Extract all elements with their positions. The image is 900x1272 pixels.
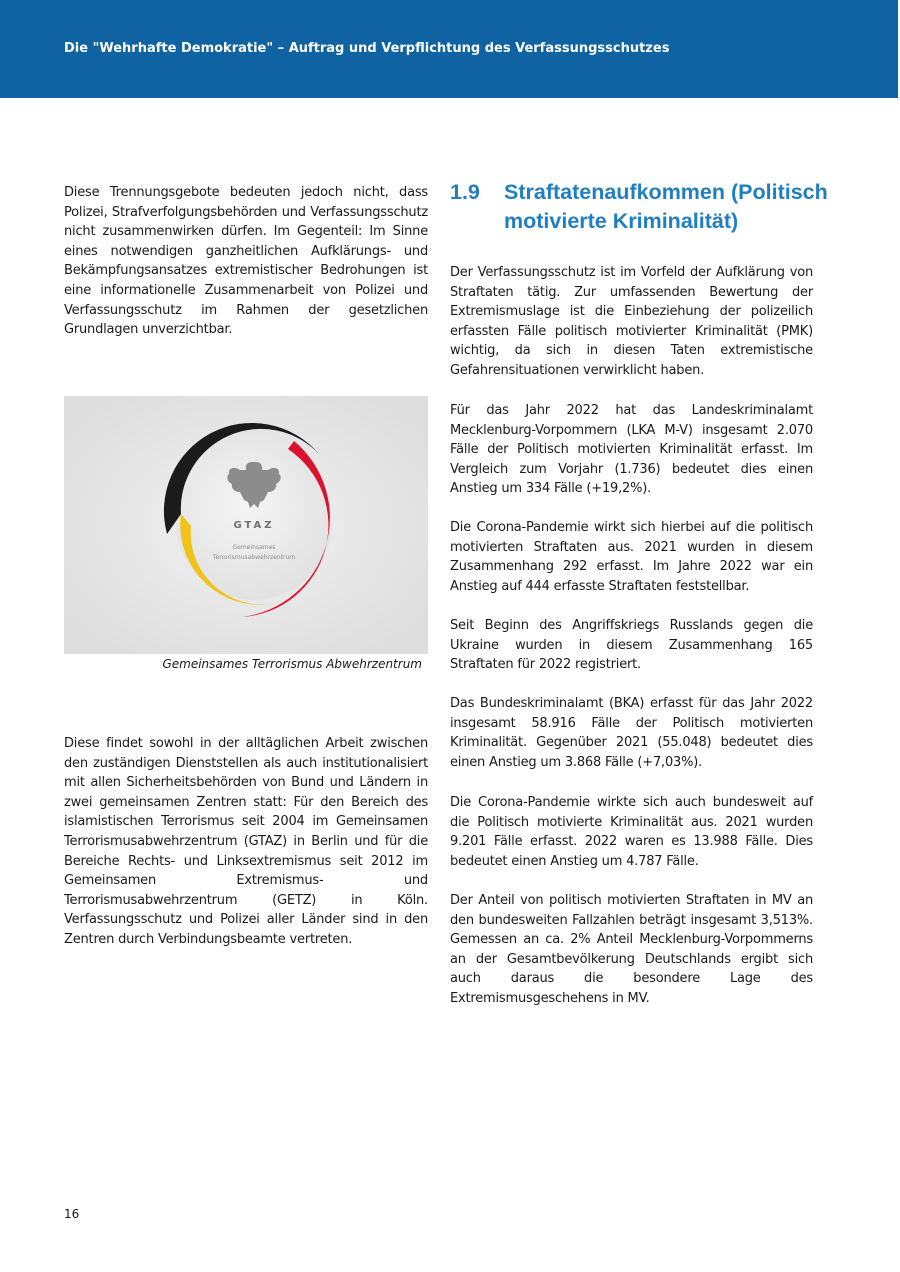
right-paragraph-6: Die Corona-Pandemie wirkte sich auch bundesweit auf die Politisch motivierte Kriminalität aus. 2021 wurden 9.201 Fälle erfasst. 2022 waren es 13.988 Fälle. Dies bedeutet einen Anstieg um 4.787 Fälle. bbox=[450, 795, 813, 869]
logo-abbrev: GTAZ bbox=[233, 520, 275, 531]
right-paragraph-4: Seit Beginn des Angriffskriegs Russlands gegen die Ukraine wurden in diesem Zusammenhang 165 Straftaten für 2022 registriert. bbox=[450, 618, 813, 673]
section-number: 1.9 bbox=[450, 180, 480, 204]
gtaz-logo-figure bbox=[64, 396, 428, 654]
section-title: Straftatenaufkommen (Politisch motivierte Kriminalität) bbox=[504, 180, 828, 233]
header-title: Die "Wehrhafte Demokratie" – Auftrag und Verpflichtung des Verfassungsschutzes bbox=[64, 41, 670, 56]
header-band bbox=[0, 0, 898, 98]
right-paragraph-5: Das Bundeskriminalamt (BKA) erfasst für das Jahr 2022 insgesamt 58.916 Fälle der Politisch motivierten Kriminalität. Gegenüber 2021 (55.048) bedeutet dies einen Anstieg um 3.868 Fälle (+7,03%). bbox=[450, 696, 813, 770]
figure-caption: Gemeinsames Terrorismus Abwehrzentrum bbox=[162, 657, 422, 671]
gtaz-logo-graphic bbox=[64, 396, 428, 654]
right-paragraph-1: Der Verfassungsschutz ist im Vorfeld der Aufklärung von Straftaten tätig. Zur umfassenden Bewertung der Extremismuslage ist die Einbeziehung der polizeilich erfassten Fälle politisch motivierter Kriminalität (PMK) wichtig, da sich in diesen Taten extremistische Gefahrensituationen verwirklicht haben. bbox=[450, 265, 813, 378]
logo-line-2: Terrorismusabwehrzentrum bbox=[212, 554, 296, 561]
right-paragraph-2: Für das Jahr 2022 hat das Landeskriminalamt Mecklenburg-Vorpommern (LKA M-V) insgesamt 2.070 Fälle der Politisch motivierten Kriminalität erfasst. Im Vergleich zum Vorjahr (1.736) bedeutet dies einen Anstieg um 334 Fälle (+19,2%). bbox=[450, 403, 813, 497]
page-number: 16 bbox=[64, 1207, 80, 1221]
left-paragraph-2: Diese findet sowohl in der alltäglichen Arbeit zwischen den zuständigen Dienststellen als auch institutionalisiert mit allen Sicherheitsbehörden von Bund und Ländern in zwei gemeinsamen Zentren statt: Für den Bereich des islamistischen Terrorismus seit 2004 im Gemeinsamen Terrorismusabwehrzentrum (GTAZ) in Berlin und für die Bereiche Rechts- und Linksextremismus seit 2012 im Gemeinsamen Extremismus- und Terrorismusabwehrzentrum (GETZ) in Köln. Verfassungsschutz und Polizei aller Länder sind in den Zentren durch Verbindungsbeamte vertreten. bbox=[64, 736, 428, 947]
logo-line-1: Gemeinsames bbox=[232, 544, 276, 551]
left-paragraph-1: Diese Trennungsgebote bedeuten jedoch nicht, dass Polizei, Strafverfolgungsbehörden und Verfassungsschutz nicht zusammenwirken dürfen. Im Gegenteil: Im Sinne eines notwendigen ganzheitlichen Aufklärungs- und Bekämpfungsansatzes extremistischer Bedrohungen ist eine informationelle Zusammenarbeit von Polizei und Verfassungsschutz im Rahmen der gesetzlichen Grundlagen unverzichtbar. bbox=[64, 185, 428, 338]
right-paragraph-7: Der Anteil von politisch motivierten Straftaten in MV an den bundesweiten Fallzahlen beträgt insgesamt 3,513%. Gemessen an ca. 2% Anteil Mecklenburg-Vorpommerns an der Gesamtbevölkerung Deutschlands ergibt sich auch daraus die besondere Lage des Extremismusgeschehens in MV. bbox=[450, 893, 813, 1006]
section-heading bbox=[450, 178, 830, 236]
right-paragraph-3: Die Corona-Pandemie wirkt sich hierbei auf die politisch motivierten Straftaten aus. 2021 wurden in diesem Zusammenhang 292 erfasst. Im Jahre 2022 war ein Anstieg auf 444 erfasste Straftaten feststellbar. bbox=[450, 520, 813, 594]
